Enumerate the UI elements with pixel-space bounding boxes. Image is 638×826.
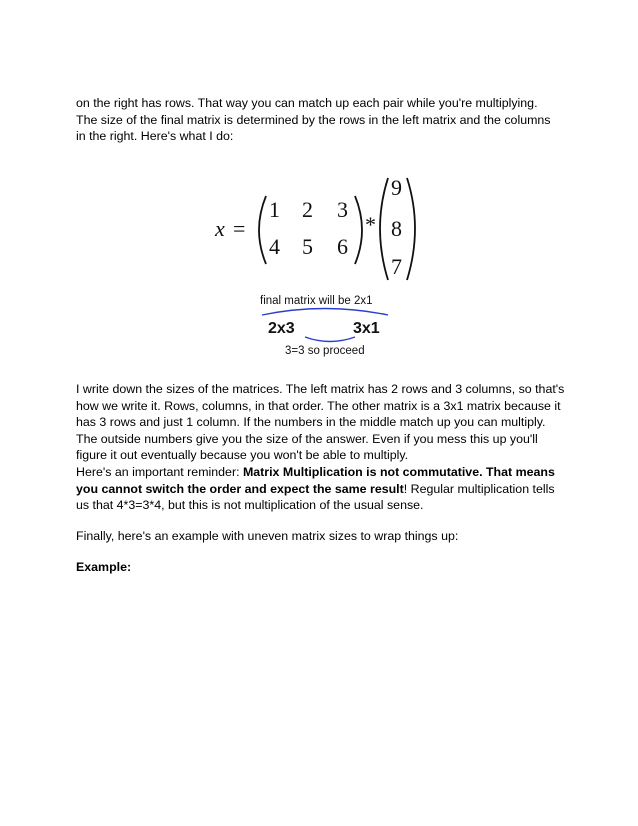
example-heading (76, 559, 566, 576)
proceed-label: 3=3 so proceed (285, 345, 365, 357)
reminder-rest: ! Regular multiplication tells us that 4*3=3*4, but this is not multiplication of the usual sense. (76, 481, 555, 512)
left-matrix-cell: 4 (269, 234, 280, 259)
right-matrix-cell: 8 (391, 216, 402, 241)
left-size-label: 2x3 (268, 320, 295, 337)
multiply-operator: * (365, 212, 376, 237)
left-matrix-cell: 3 (337, 197, 348, 222)
right-matrix-open-paren (380, 178, 388, 280)
outer-dimension-arc (262, 309, 388, 316)
right-matrix-close-paren (407, 178, 415, 280)
intro-line-3: in the right. Here's what I do: (76, 129, 234, 143)
left-matrix-open-paren (259, 196, 266, 264)
right-size-label: 3x1 (353, 320, 380, 337)
equation-equals: = (233, 216, 246, 241)
reminder-intro: Here's an important reminder: (76, 465, 243, 479)
left-matrix-cell: 2 (302, 197, 313, 222)
left-matrix-cell: 6 (337, 234, 348, 259)
reminder-paragraph (76, 464, 566, 514)
closing-paragraph: Finally, here's an example with uneven matrix sizes to wrap things up: (76, 529, 459, 543)
final-size-label: final matrix will be 2x1 (260, 295, 373, 307)
right-matrix-cell: 9 (391, 175, 402, 200)
example-heading-text: Example: (76, 560, 132, 574)
equation-variable: x (215, 216, 225, 241)
intro-line-1: on the right has rows. That way you can match up each pair while you're multiplying. (76, 96, 538, 110)
right-matrix-cell: 7 (391, 254, 402, 279)
matrix-figure (0, 0, 638, 370)
left-matrix-close-paren (355, 196, 362, 264)
intro-line-2: The size of the final matrix is determined by the rows in the left matrix and the columns (76, 112, 551, 127)
left-matrix-cell: 1 (269, 197, 280, 222)
left-matrix-cell: 5 (302, 234, 313, 259)
inner-dimension-arc (305, 337, 355, 342)
reminder-emphasis: Matrix Multiplication is not commutative. That means you cannot switch the order and expect the same result (76, 465, 555, 496)
sizes-paragraph: I write down the sizes of the matrices. The left matrix has 2 rows and 3 columns, so that's how we write it. Rows, columns, in that order. The other matrix is a 3x1 matrix because it has 3 rows and just 1 column. If the numbers in the middle match up you can multiply. The outside numbers give you the size of the answer. Even if you mess this up you'll figure it out eventually because you won't be able to multiply. (76, 382, 565, 462)
